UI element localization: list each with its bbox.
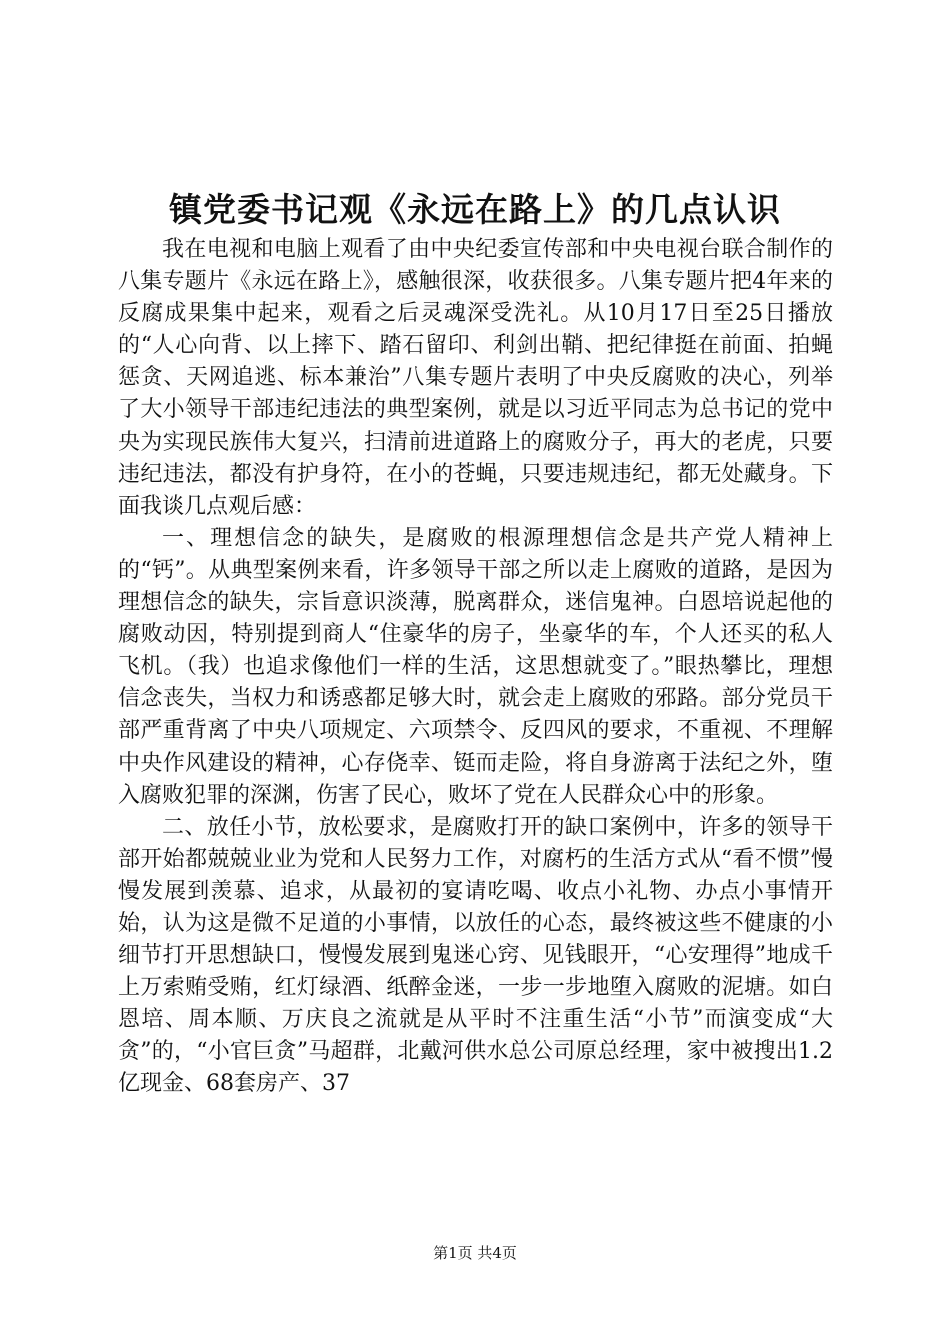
document-title: 镇党委书记观《永远在路上》的几点认识 (169, 190, 781, 229)
paragraph-section-one: 一、理想信念的缺失，是腐败的根源理想信念是共产党人精神上的“钙”。从典型案例来看，许多领导干部之所以走上腐败的道路，是因为理想信念的缺失，宗旨意识淡薄，脱离群众，迷信鬼神。白恩培说起他的腐败动因，特别提到商人“住豪华的房子，坐豪华的车，个人还买的私人飞机。（我）也追求像他们一样的生活，这思想就变了。”眼热攀比，理想信念丧失，当权力和诱惑都足够大时，就会走上腐败的邪路。部分党员干部严重背离了中央八项规定、六项禁令、反四风的要求，不重视、不理解中央作风建设的精神，心存侥幸、铤而走险，将自身游离于法纪之外，堕入腐败犯罪的深渊，伤害了民心，败坏了党在人民群众心中的形象。 (118, 525, 833, 808)
document-body (118, 234, 833, 1101)
page-footer (0, 1243, 950, 1263)
paragraph-intro: 我在电视和电脑上观看了由中央纪委宣传部和中央电视台联合制作的八集专题片《永远在路上》，感触很深，收获很多。八集专题片把4年来的反腐成果集中起来，观看之后灵魂深受洗礼。从10月17日至25日播放的“人心向背、以上摔下、踏石留印、利剑出鞘、把纪律挺在前面、拍蝇惩贪、天网追逃、标本兼治”八集专题片表明了中央反腐败的决心，列举了大小领导干部违纪违法的典型案例，就是以习近平同志为总书记的党中央为实现民族伟大复兴，扫清前进道路上的腐败分子，再大的老虎，只要违纪违法，都没有护身符，在小的苍蝇，只要违规违纪，都无处藏身。下面我谈几点观后感： (118, 237, 833, 519)
page-number: 第1页 共4页 (433, 1244, 517, 1262)
paragraph-section-two: 二、放任小节，放松要求，是腐败打开的缺口案例中，许多的领导干部开始都兢兢业业为党和人民努力工作，对腐朽的生活方式从“看不惯”慢慢发展到羡慕、追求，从最初的宴请吃喝、收点小礼物、办点小事情开始，认为这是微不足道的小事情，以放任的心态，最终被这些不健康的小细节打开思想缺口，慢慢发展到鬼迷心窍、见钱眼开，“心安理得”地成千上万索贿受贿，红灯绿酒、纸醉金迷，一步一步地堕入腐败的泥塘。如白恩培、周本顺、万庆良之流就是从平时不注重生活“小节”而演变成“大贪”的，“小官巨贪”马超群，北戴河供水总公司原总经理，家中被搜出1.2亿现金、68套房产、37 (118, 814, 833, 1097)
